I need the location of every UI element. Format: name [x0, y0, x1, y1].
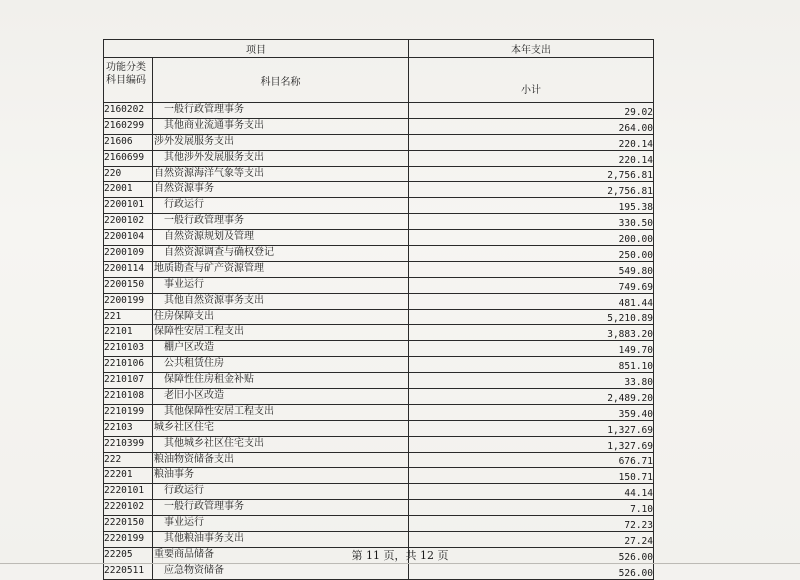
row-code: 2220102 — [104, 500, 153, 516]
table-row — [104, 277, 654, 293]
row-name-cell — [153, 468, 409, 484]
table-row — [104, 532, 654, 548]
row-name-cell — [153, 420, 409, 436]
row-name: 自然资源调查与确权登记 — [164, 247, 274, 259]
row-code: 2220101 — [104, 484, 153, 500]
row-name-cell — [153, 500, 409, 516]
code-header-line1: 功能分类 — [106, 62, 146, 73]
row-name: 棚户区改造 — [164, 342, 214, 354]
row-name: 自然资源海洋气象等支出 — [154, 167, 264, 179]
table-row — [104, 484, 654, 500]
row-name: 粮油事务 — [154, 469, 194, 481]
table-row — [104, 436, 654, 452]
row-code: 2200199 — [104, 293, 153, 309]
row-name: 自然资源事务 — [154, 183, 214, 195]
table-row — [104, 325, 654, 341]
row-name-cell — [153, 325, 409, 341]
row-name: 应急物资储备 — [164, 564, 224, 576]
row-amount: 481.44 — [409, 293, 654, 309]
row-amount: 549.80 — [409, 261, 654, 277]
row-code: 2220511 — [104, 563, 153, 579]
row-code: 221 — [104, 309, 153, 325]
row-code: 2210106 — [104, 357, 153, 373]
subtotal-header: 小计 — [409, 58, 654, 103]
budget-table — [103, 39, 654, 580]
row-amount: 149.70 — [409, 341, 654, 357]
row-name-cell — [153, 404, 409, 420]
table-row — [104, 118, 654, 134]
table-row — [104, 341, 654, 357]
row-amount: 526.00 — [409, 547, 654, 563]
row-amount: 1,327.69 — [409, 420, 654, 436]
table-row — [104, 500, 654, 516]
header-row-2 — [104, 58, 654, 103]
row-amount: 851.10 — [409, 357, 654, 373]
row-amount: 29.02 — [409, 103, 654, 119]
row-code: 2210103 — [104, 341, 153, 357]
row-amount: 2,756.81 — [409, 166, 654, 182]
row-name: 城乡社区住宅 — [154, 421, 214, 433]
table-row — [104, 246, 654, 262]
row-name-cell — [153, 563, 409, 579]
row-name: 事业运行 — [164, 517, 204, 529]
row-name: 粮油物资储备支出 — [154, 453, 234, 465]
item-header: 项目 — [104, 40, 409, 58]
row-amount: 264.00 — [409, 118, 654, 134]
row-name-cell — [153, 277, 409, 293]
row-name: 其他自然资源事务支出 — [164, 294, 264, 306]
table-row — [104, 373, 654, 389]
row-name-cell — [153, 134, 409, 150]
row-amount: 195.38 — [409, 198, 654, 214]
table-row — [104, 516, 654, 532]
row-amount: 27.24 — [409, 532, 654, 548]
row-code: 2210199 — [104, 404, 153, 420]
row-name: 其他保障性安居工程支出 — [164, 405, 274, 417]
table-row — [104, 214, 654, 230]
row-name: 重要商品储备 — [154, 548, 214, 560]
row-amount: 2,489.20 — [409, 389, 654, 405]
row-name-cell — [153, 389, 409, 405]
row-code: 2200114 — [104, 261, 153, 277]
row-name-cell — [153, 261, 409, 277]
row-name: 其他商业流通事务支出 — [164, 119, 264, 131]
row-name-cell — [153, 293, 409, 309]
row-amount: 749.69 — [409, 277, 654, 293]
table-row — [104, 230, 654, 246]
table-row — [104, 468, 654, 484]
row-name: 一般行政管理事务 — [164, 104, 244, 115]
row-name-cell — [153, 484, 409, 500]
page-number: 第 11 页，共 12 页 — [351, 549, 449, 562]
table-row — [104, 293, 654, 309]
row-code: 22001 — [104, 182, 153, 198]
table-row — [104, 150, 654, 166]
table-row — [104, 103, 654, 119]
row-name: 一般行政管理事务 — [164, 501, 244, 513]
table-row — [104, 404, 654, 420]
row-code: 2200109 — [104, 246, 153, 262]
row-code: 22103 — [104, 420, 153, 436]
table-row — [104, 309, 654, 325]
row-amount: 220.14 — [409, 134, 654, 150]
row-name-cell — [153, 150, 409, 166]
row-code: 2210399 — [104, 436, 153, 452]
row-name: 自然资源规划及管理 — [164, 231, 254, 243]
row-amount: 44.14 — [409, 484, 654, 500]
row-code: 22101 — [104, 325, 153, 341]
row-code: 2220199 — [104, 532, 153, 548]
row-name: 其他城乡社区住宅支出 — [164, 437, 264, 449]
row-amount: 200.00 — [409, 230, 654, 246]
table-row — [104, 357, 654, 373]
row-name: 保障性住房租金补贴 — [164, 374, 254, 386]
row-name: 一般行政管理事务 — [164, 215, 244, 227]
table-row — [104, 563, 654, 579]
row-name-cell — [153, 357, 409, 373]
row-amount: 1,327.69 — [409, 436, 654, 452]
row-name-cell — [153, 230, 409, 246]
row-amount: 676.71 — [409, 452, 654, 468]
row-amount: 33.80 — [409, 373, 654, 389]
row-name-cell — [153, 436, 409, 452]
row-code: 2200150 — [104, 277, 153, 293]
table-row — [104, 452, 654, 468]
row-code: 2210107 — [104, 373, 153, 389]
row-name-cell — [153, 309, 409, 325]
row-amount: 7.10 — [409, 500, 654, 516]
row-name-cell — [153, 246, 409, 262]
row-amount: 2,756.81 — [409, 182, 654, 198]
row-code: 220 — [104, 166, 153, 182]
row-code: 2210108 — [104, 389, 153, 405]
table-row — [104, 198, 654, 214]
row-name-cell — [153, 214, 409, 230]
row-name: 老旧小区改造 — [164, 390, 224, 402]
row-code: 2160299 — [104, 118, 153, 134]
row-name-cell — [153, 198, 409, 214]
row-name: 事业运行 — [164, 278, 204, 290]
row-code: 2220150 — [104, 516, 153, 532]
row-name-cell — [153, 182, 409, 198]
row-name-cell — [153, 516, 409, 532]
page-edge — [0, 563, 800, 564]
row-amount: 150.71 — [409, 468, 654, 484]
row-amount: 3,883.20 — [409, 325, 654, 341]
row-name: 住房保障支出 — [154, 310, 214, 322]
row-code: 2160699 — [104, 150, 153, 166]
table-row — [104, 166, 654, 182]
row-amount: 330.50 — [409, 214, 654, 230]
row-name: 公共租赁住房 — [164, 358, 224, 370]
row-amount: 220.14 — [409, 150, 654, 166]
table-row — [104, 389, 654, 405]
row-code: 2200102 — [104, 214, 153, 230]
row-code: 21606 — [104, 134, 153, 150]
name-header: 科目名称 — [153, 58, 409, 103]
row-name: 其他涉外发展服务支出 — [164, 151, 264, 163]
code-header — [104, 58, 153, 103]
row-name-cell — [153, 118, 409, 134]
row-name-cell — [153, 452, 409, 468]
table-row — [104, 134, 654, 150]
row-name: 地质勘查与矿产资源管理 — [154, 262, 264, 274]
row-code: 22205 — [104, 547, 153, 563]
row-name: 其他粮油事务支出 — [164, 533, 244, 545]
row-code: 2200101 — [104, 198, 153, 214]
code-header-line2: 科目编码 — [106, 75, 146, 86]
row-name-cell — [153, 341, 409, 357]
row-amount: 5,210.89 — [409, 309, 654, 325]
row-name-cell — [153, 532, 409, 548]
row-name-cell — [153, 373, 409, 389]
header-row-1 — [104, 40, 654, 58]
row-name: 涉外发展服务支出 — [154, 135, 234, 147]
table-row — [104, 261, 654, 277]
row-amount: 72.23 — [409, 516, 654, 532]
row-amount: 359.40 — [409, 404, 654, 420]
row-name-cell — [153, 103, 409, 119]
row-amount: 250.00 — [409, 246, 654, 262]
row-name: 保障性安居工程支出 — [154, 326, 244, 338]
expense-header: 本年支出 — [409, 40, 654, 58]
table-row — [104, 182, 654, 198]
row-code: 2160202 — [104, 103, 153, 119]
row-name: 行政运行 — [164, 485, 204, 497]
row-code: 222 — [104, 452, 153, 468]
row-code: 22201 — [104, 468, 153, 484]
table-row — [104, 420, 654, 436]
row-code: 2200104 — [104, 230, 153, 246]
row-amount: 526.00 — [409, 563, 654, 579]
row-name: 行政运行 — [164, 199, 204, 211]
row-name-cell — [153, 166, 409, 182]
